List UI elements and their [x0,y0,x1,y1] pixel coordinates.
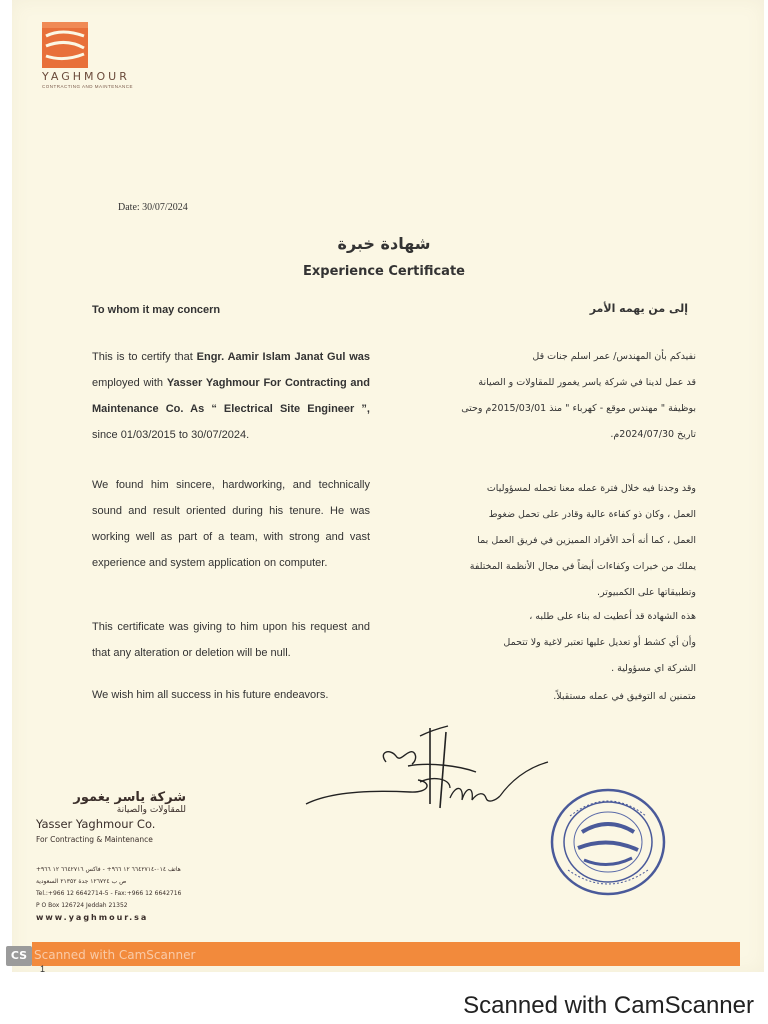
phone-english: Tel.:+966 12 6642714-5 - Fax:+966 12 6642716 [36,890,182,897]
arabic-line: تاريخ 2024/07/30م. [610,429,696,440]
page-mark: 1 [40,964,46,974]
camscanner-watermark: Scanned with CamScanner [34,948,196,962]
arabic-paragraph-3 [414,604,696,682]
footer-company-english: Yasser Yaghmour Co. [36,817,156,831]
arabic-line: الشركة اي مسؤولية . [611,663,696,674]
english-paragraph-1 [92,344,370,448]
company-logo [42,22,134,89]
arabic-line: العمل ، وكان ذو كفاءة عالية وقادر على تحمل ضغوط [488,509,696,520]
arabic-line: وقد وجدنا فيه خلال فترة عمله معنا تحمله لمسؤوليات [486,483,696,494]
arabic-line: هذه الشهادة قد أعطيت له بناء على طلبه ، [529,611,696,622]
footer-company-arabic-sub: للمقاولات والصيانة [116,805,186,815]
logo-tagline: CONTRACTING AND MAINTENANCE [42,84,134,89]
logo-name: YAGHMOUR [42,70,130,83]
arabic-line: متمنين له التوفيق في عمله مستقبلاً. [553,691,696,702]
title-arabic: شهادة خبرة [337,234,431,253]
arabic-line: وأن أي كشط أو تعديل عليها تعتبر لاغية ولا تتحمل [503,637,696,648]
camscanner-caption: Scanned with CamScanner [463,992,754,1019]
footer-company-arabic: شركة ياسر يغمور [73,790,186,805]
phone-arabic: هاتف ٠١٤-٦٦٤٢٧١٤ ١٢ ٩٦٦+ - فاكس ٦٦٤٢٧١٦ ١٢ ٩٦٦+ [36,866,181,873]
arabic-paragraph-4 [414,684,696,710]
website: www.yaghmour.sa [36,913,149,922]
english-paragraph-4: We wish him all success in his future endeavors. [92,689,329,701]
certificate-date: Date: 30/07/2024 [118,202,188,213]
greeting-english: To whom it may concern [92,304,221,316]
arabic-line: العمل ، كما أنه أحد الأفراد المميزين في فريق العمل بما [477,535,696,546]
greeting-arabic: إلى من يهمه الأمر [589,302,688,315]
company-stamp [548,786,668,903]
arabic-line: بوظيفة " مهندس موقع - كهرباء " منذ 2015/03/01م وحتى [461,403,696,414]
pobox-english: P O Box 126724 Jeddah 21352 [36,902,128,909]
arabic-paragraph-2 [414,476,696,606]
signature-image [300,722,550,822]
logo-mark-icon [42,22,88,68]
arabic-line: يملك من خبرات وكفاءات أيضاً في مجال الأنظمة المختلفة [469,561,696,572]
arabic-paragraph-1 [414,344,696,448]
p1-was: was [349,351,370,363]
arabic-line: نفيدكم بأن المهندس/ عمر اسلم جنات قل [532,351,696,362]
footer-company [36,790,186,844]
arabic-line: وتطبيقاتها على الكمبيوتر. [597,587,696,598]
employer-name: Yasser Yaghmour For Contracting and Maintenance Co. As [92,377,370,415]
title-english: Experience Certificate [303,264,465,279]
arabic-line: قد عمل لدينا في شركة ياسر يغمور للمقاولات و الصيانة [478,377,696,388]
employee-name: Engr. Aamir Islam Janat Gul [196,351,346,363]
pobox-arabic: ص ب ١٢٦٧٢٤ جدة ٢١٣٥٢ السعودية [36,878,127,885]
camscanner-badge: CS [6,946,32,966]
p1-prefix: This is to certify that [92,351,193,363]
employment-period: since 01/03/2015 to 30/07/2024. [92,429,250,441]
footer-contacts [36,864,181,924]
english-paragraph-3: This certificate was giving to him upon his request and that any alteration or deletion will be null. [92,621,370,659]
job-title: “ Electrical Site Engineer ”, [211,403,370,415]
p1-mid: employed with [92,377,164,389]
english-paragraph-2: We found him sincere, hardworking, and technically sound and result oriented during his tenure. He was working well as part of a team, with strong and vast experience and system application on computer. [92,479,370,569]
footer-company-english-sub: For Contracting & Maintenance [36,835,153,844]
